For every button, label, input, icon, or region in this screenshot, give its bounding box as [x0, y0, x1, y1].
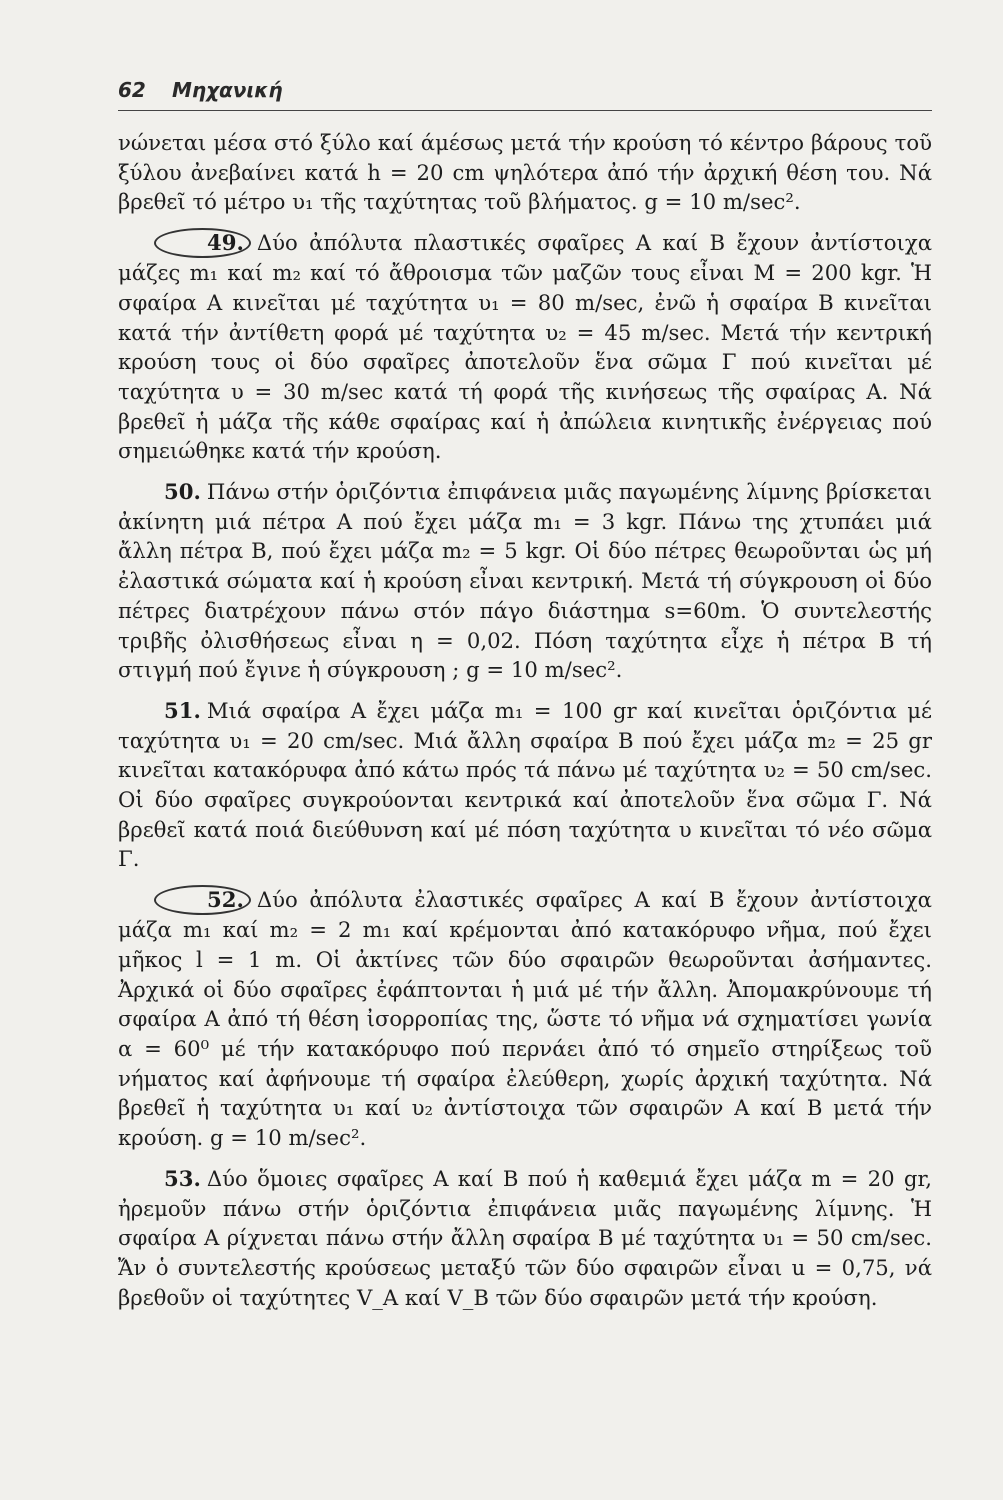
page-number: 62 — [118, 78, 146, 102]
problem-text: Δύο ἀπόλυτα πλαστικές σφαῖρες Α καί Β ἔχουν ἀντίστοιχα μάζες m₁ καί m₂ καί τό ἄθροισμα τῶν μαζῶν τους εἶναι M = 200 kgr. Ἡ σφαίρα Α κινεῖται μέ ταχύτητα υ₁ = 80 m/sec, ἐνῶ ἡ σφαίρα Β κινεῖται κατά τήν ἀντίθετη φορά μέ ταχύτητα υ₂ = 45 m/sec. Μετά τήν κεντρική κρούση τους οἱ δύο σφαῖρες ἀποτελοῦν ἕνα σῶμα Γ πού κινεῖται μέ ταχύτητα υ = 30 m/sec κατά τή φορά τῆς κινήσεως τῆς σφαίρας Α. Νά βρεθεῖ ἡ μάζα τῆς κάθε σφαίρας καί ἡ ἀπώλεια κινητικῆς ἐνέργειας πού σημειώθηκε κατά τήν κρούση. — [118, 230, 932, 464]
problem-number: 53. — [164, 1165, 201, 1191]
problem-number: 50. — [164, 479, 201, 505]
intro-paragraph: νώνεται μέσα στό ξύλο καί άμέσως μετά τήν κρούση τό κέντρο βάρους τοῦ ξύλου ἀνεβαίνει κατά h = 20 cm ψηλότερα ἀπό τήν ἀρχική θέση του. Νά βρεθεῖ τό μέτρο υ₁ τῆς ταχύτητας τοῦ βλήματος. g = 10 m/sec². — [118, 130, 932, 215]
problem-number: 52. — [154, 885, 251, 915]
problem-text: Μιά σφαίρα Α ἔχει μάζα m₁ = 100 gr καί κινεῖται ὁριζόντια μέ ταχύτητα υ₁ = 20 cm/sec. Μιά ἄλλη σφαίρα Β πού ἔχει μάζα m₂ = 25 gr κινεῖται κατακόρυφα ἀπό κάτω πρός τά πάνω μέ ταχύτητα υ₂ = 50 cm/sec. Οἱ δύο σφαῖρες συγκρούονται κεντρικά καί ἀποτελοῦν ἕνα σῶμα Γ. Νά βρεθεῖ κατά ποιά διεύθυνση καί μέ πόση ταχύτητα υ κινεῖται τό νέο σῶμα Γ. — [118, 697, 932, 872]
page-body — [118, 128, 932, 1312]
problem-text: Δύο ἀπόλυτα ἐλαστικές σφαῖρες Α καί Β ἔχουν ἀντίστοιχα μάζα m₁ καί m₂ = 2 m₁ καί κρέμονται ἀπό κατακόρυφο νῆμα, πού ἔχει μῆκος l = 1 m. Οἱ ἀκτίνες τῶν δύο σφαιρῶν θεωροῦνται ἀσήμαντες. Ἀρχικά οἱ δύο σφαῖρες ἐφάπτονται ἡ μιά μέ τήν ἄλλη. Ἀπομακρύνουμε τή σφαίρα Α ἀπό τή θέση ἰσορροπίας της, ὥστε τό νῆμα νά σχηματίσει γωνία α = 60⁰ μέ τήν κατακόρυφο πού περνάει ἀπό τό σημεῖο στηρίξεως τοῦ νήματος καί ἀφήνουμε τή σφαίρα ἐλεύθερη, χωρίς ἀρχική ταχύτητα. Νά βρεθεῖ ἡ ταχύτητα υ₁ καί υ₂ ἀντίστοιχα τῶν σφαιρῶν Α καί Β μετά τήν κρούση. g = 10 m/sec². — [118, 887, 932, 1151]
problem-number: 51. — [164, 697, 201, 723]
page-header — [118, 72, 932, 112]
problem-52 — [118, 885, 932, 1153]
problem-number: 49. — [154, 228, 251, 258]
problem-50 — [118, 477, 932, 685]
problem-49 — [118, 228, 932, 466]
problem-51 — [118, 696, 932, 874]
running-title: Μηχανική — [172, 78, 283, 102]
problem-53 — [118, 1164, 932, 1313]
problem-text: Πάνω στήν ὁριζόντια ἐπιφάνεια μιᾶς παγωμένης λίμνης βρίσκεται ἀκίνητη μιά πέτρα Α πού ἔχει μάζα m₁ = 3 kgr. Πάνω της χτυπάει μιά ἄλλη πέτρα Β, πού ἔχει μάζα m₂ = 5 kgr. Οἱ δύο πέτρες θεωροῦνται ὡς μή ἐλαστικά σώματα καί ἡ κρούση εἶναι κεντρική. Μετά τή σύγκρουση οἱ δύο πέτρες διατρέχουν πάνω στόν πάγο διάστημα s=60m. Ὁ συντελεστής τριβῆς ὀλισθήσεως εἶναι η = 0,02. Πόση ταχύτητα εἶχε ἡ πέτρα Β τή στιγμή πού ἔγινε ἡ σύγκρουση ; g = 10 m/sec². — [118, 479, 932, 683]
header-rule — [118, 110, 932, 111]
problem-text: Δύο ὅμοιες σφαῖρες Α καί Β πού ἡ καθεμιά ἔχει μάζα m = 20 gr, ἠρεμοῦν πάνω στήν ὁριζόντια ἐπιφάνεια μιᾶς παγωμένης λίμνης. Ἡ σφαίρα Α ρίχνεται πάνω στήν ἄλλη σφαίρα Β μέ ταχύτητα υ₁ = 50 cm/sec. Ἄν ὁ συντελεστής κρούσεως μεταξύ τῶν δύο σφαιρῶν εἶναι u = 0,75, νά βρεθοῦν οἱ ταχύτητες V_A καί V_B τῶν δύο σφαιρῶν μετά τήν κρούση. — [118, 1165, 932, 1310]
